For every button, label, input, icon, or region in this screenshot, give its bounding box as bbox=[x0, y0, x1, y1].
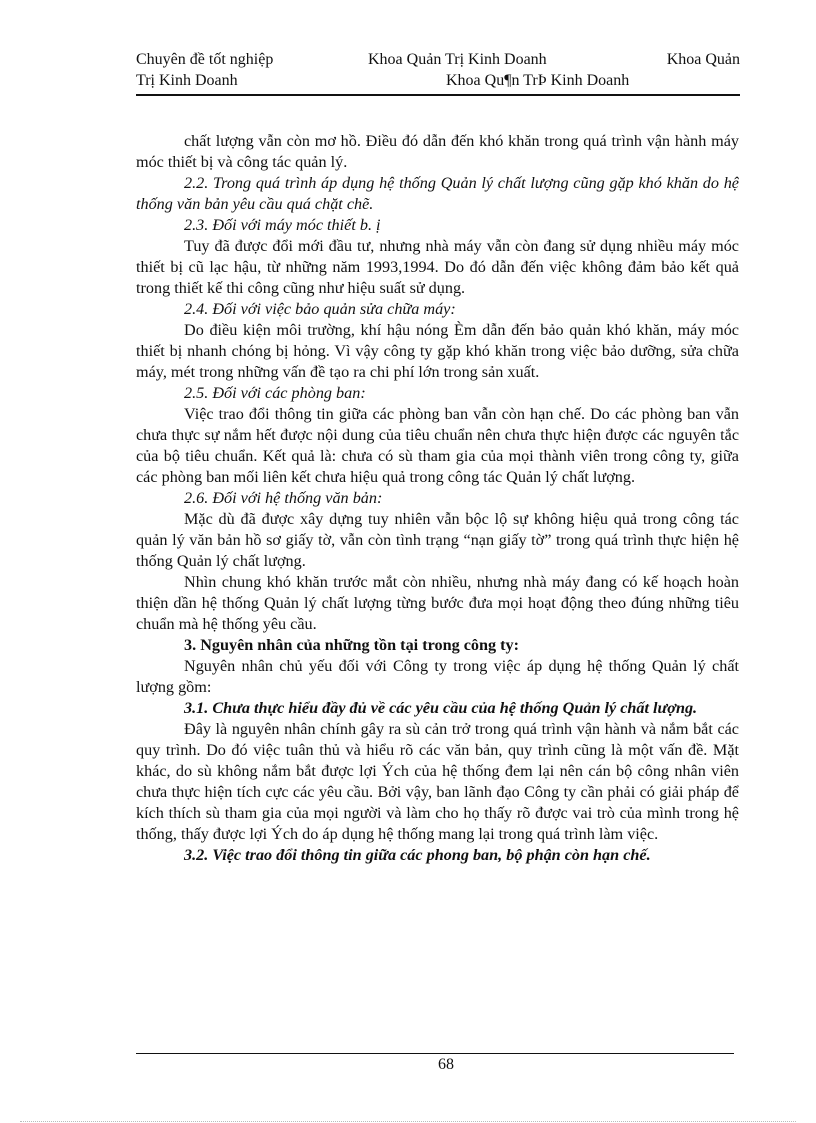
subheading: 2.5. Đối với các phòng ban: bbox=[184, 384, 366, 402]
footer-rule bbox=[136, 1053, 734, 1054]
paragraph: Nguyên nhân chủ yếu đối với Công ty trong việc áp dụng hệ thống Quản lý chất lượng gồm: bbox=[136, 657, 739, 696]
subheading: 2.4. Đối với việc bảo quản sửa chữa máy: bbox=[184, 300, 456, 318]
paragraph: Việc trao đổi thông tin giữa các phòng ban vẫn còn hạn chế. Do các phòng ban vẫn chưa thực sự nắm hết được nội dung của tiêu chuẩn nên chưa thực hiện được các nguyên tắc của bộ tiêu chuẩn. Kết quả là: chưa có sù tham gia của mọi thành viên trong công ty, giữa các phòng ban mối liên kết chưa hiệu quả trong công tác Quản lý chất lượng. bbox=[136, 405, 739, 486]
subsection-heading: 3.1. Chưa thực hiểu đầy đủ về các yêu cầu của hệ thống Quản lý chất lượng. bbox=[184, 699, 698, 717]
body-text bbox=[136, 131, 739, 866]
paragraph: Tuy đã được đổi mới đầu tư, nhưng nhà máy vẫn còn đang sử dụng nhiều máy móc thiết bị cũ lạc hậu, từ những năm 1993,1994. Do đó dẫn đến việc không đảm bảo kết quả trong thiết kế thi công cũng như hiệu suất sử dụng. bbox=[136, 237, 739, 297]
subheading: 2.3. Đối với máy móc thiết b. ị bbox=[184, 216, 381, 234]
page-number: 68 bbox=[438, 1056, 454, 1073]
subheading: 2.6. Đối với hệ thống văn bản: bbox=[184, 489, 383, 507]
subheading: 2.2. Trong quá trình áp dụng hệ thống Quản lý chất lượng cũng gặp khó khăn do hệ thống văn bản yêu cầu quá chặt chẽ. bbox=[136, 174, 739, 213]
section-heading: 3. Nguyên nhân của những tồn tại trong công ty: bbox=[184, 636, 520, 654]
header-rule bbox=[136, 94, 740, 96]
paragraph: chất lượng vẫn còn mơ hồ. Điều đó dẫn đến khó khăn trong quá trình vận hành máy móc thiết bị và công tác quản lý. bbox=[136, 132, 739, 171]
paragraph: Do điều kiện môi trường, khí hậu nóng Èm dẫn đến bảo quản khó khăn, máy móc thiết bị nhanh chóng bị hỏng. Vì vậy công ty gặp khó khăn trong việc bảo dưỡng, sửa chữa máy, mét trong những vấn đề tạo ra chi phí lớn trong sản xuất. bbox=[136, 321, 739, 381]
paragraph: Mặc dù đã được xây dựng tuy nhiên vẫn bộc lộ sự không hiệu quả trong công tác quản lý văn bản hồ sơ giấy tờ, vẫn còn tình trạng “nạn giấy tờ” trong quá trình thực hiện hệ thống Quản lý chất lượng. bbox=[136, 510, 739, 570]
paragraph: Đây là nguyên nhân chính gây ra sù cản trở trong quá trình vận hành và nắm bắt các quy trình. Do đó việc tuân thủ và hiểu rõ các văn bản, quy trình cũng là một vấn đề. Mặt khác, do sù không nắm bắt được lợi Ých của hệ thống đem lại nên cán bộ công nhân viên chưa thực hiện tích cực các yêu cầu. Bởi vậy, ban lãnh đạo Công ty cần phải có giải pháp để kích thích sù tham gia của mọi người và làm cho họ thấy rõ được vai trò của mình trong hệ thống, thấy được lợi Ých do áp dụng hệ thống mang lại trong quá trình làm việc. bbox=[136, 720, 739, 843]
header-thesis-title: Chuyên đề tốt nghiệp bbox=[136, 51, 274, 68]
header-faculty-garbled: Khoa Qu¶n TrÞ Kinh Doanh bbox=[446, 72, 630, 89]
header-faculty-continued: Trị Kinh Doanh bbox=[136, 72, 238, 89]
header-faculty-repeat: Khoa Quản bbox=[666, 51, 740, 68]
page-boundary bbox=[20, 1121, 796, 1122]
paragraph: Nhìn chung khó khăn trước mắt còn nhiều, nhưng nhà máy đang có kế hoạch hoàn thiện dần hệ thống Quản lý chất lượng từng bước đưa mọi hoạt động theo đúng những tiêu chuẩn mà hệ thống yêu cầu. bbox=[136, 573, 739, 633]
subsection-heading: 3.2. Việc trao đổi thông tin giữa các phong ban, bộ phận còn hạn chế. bbox=[184, 846, 651, 864]
header-faculty: Khoa Quản Trị Kinh Doanh bbox=[368, 51, 547, 68]
